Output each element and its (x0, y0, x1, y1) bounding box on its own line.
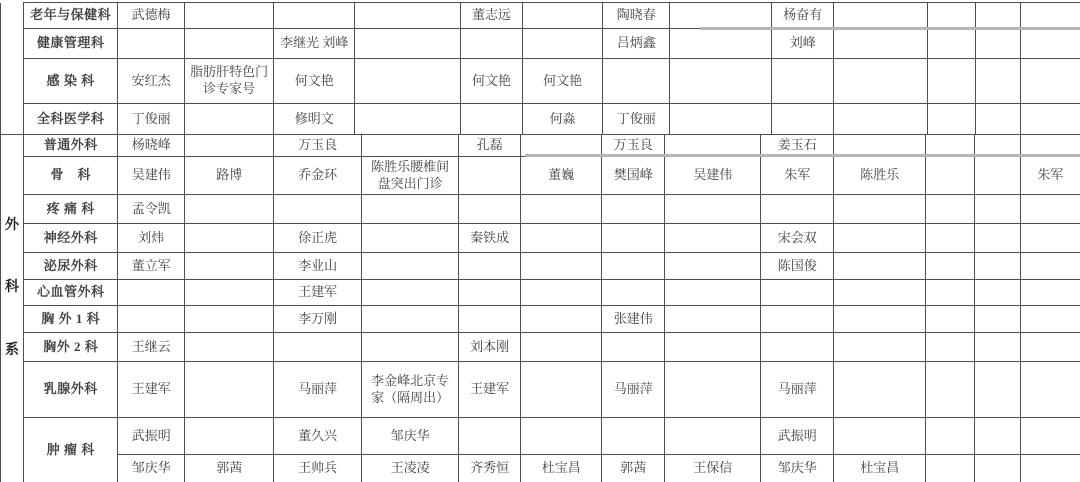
department-name-cell: 肿 瘤 科 (23, 418, 117, 482)
empty-schedule-cell (361, 333, 458, 362)
empty-schedule-cell (461, 104, 523, 135)
doctor-name-cell: 陶晓春 (603, 3, 670, 29)
empty-schedule-cell (522, 29, 603, 59)
section-label-char: 系 (4, 342, 19, 358)
empty-schedule-cell (184, 104, 273, 135)
doctor-name-cell: 王建军 (459, 362, 521, 418)
empty-schedule-cell (975, 253, 1021, 280)
empty-schedule-cell (602, 333, 665, 362)
empty-schedule-cell (459, 195, 521, 224)
empty-schedule-cell (928, 3, 976, 29)
empty-schedule-cell (834, 195, 926, 224)
table-row (1, 157, 1080, 195)
empty-schedule-cell (459, 306, 521, 333)
doctor-name-cell: 陈国俊 (761, 253, 834, 280)
empty-schedule-cell (1020, 29, 1080, 59)
empty-schedule-cell (928, 104, 976, 135)
empty-schedule-cell (665, 333, 761, 362)
empty-schedule-cell (975, 455, 1021, 482)
department-name-cell: 普通外科 (23, 135, 117, 157)
empty-schedule-cell (976, 3, 1021, 29)
doctor-name-cell: 万玉良 (602, 135, 665, 157)
table-row (1, 418, 1080, 455)
empty-schedule-cell (520, 418, 601, 455)
empty-schedule-cell (1020, 253, 1080, 280)
empty-schedule-cell (834, 418, 926, 455)
section-label-char: 外 (4, 218, 19, 234)
empty-schedule-cell (834, 362, 926, 418)
empty-schedule-cell (761, 333, 834, 362)
department-name-cell: 健康管理科 (23, 29, 117, 59)
empty-schedule-cell (184, 3, 273, 29)
empty-schedule-cell (975, 224, 1021, 253)
empty-schedule-cell (118, 280, 185, 306)
screenshot-seam-line (525, 154, 1080, 157)
doctor-name-cell: 吴建伟 (665, 157, 761, 195)
doctor-name-cell: 杨晓峰 (118, 135, 185, 157)
empty-schedule-cell (520, 253, 601, 280)
empty-schedule-cell (361, 135, 458, 157)
empty-schedule-cell (670, 29, 772, 59)
empty-schedule-cell (185, 195, 274, 224)
empty-schedule-cell (459, 253, 521, 280)
empty-schedule-cell (361, 253, 458, 280)
section-side-cell-empty (1, 3, 24, 135)
empty-schedule-cell (926, 224, 975, 253)
empty-schedule-cell (761, 306, 834, 333)
table-row (1, 3, 1080, 29)
empty-schedule-cell (185, 418, 274, 455)
empty-schedule-cell (354, 104, 460, 135)
doctor-name-cell: 董久兴 (274, 418, 361, 455)
empty-schedule-cell (928, 29, 976, 59)
empty-schedule-cell (520, 280, 601, 306)
empty-schedule-cell (834, 29, 928, 59)
empty-schedule-cell (665, 195, 761, 224)
empty-schedule-cell (926, 280, 975, 306)
doctor-name-cell: 刘炜 (118, 224, 185, 253)
table-row (1, 104, 1080, 135)
empty-schedule-cell (926, 418, 975, 455)
empty-schedule-cell (520, 306, 601, 333)
empty-schedule-cell (1020, 224, 1080, 253)
doctor-name-cell: 徐正虎 (274, 224, 361, 253)
doctor-name-cell: 何文艳 (274, 59, 355, 104)
empty-schedule-cell (761, 195, 834, 224)
section-label-char: 科 (4, 280, 19, 296)
empty-schedule-cell (834, 3, 928, 29)
doctor-name-cell: 孟令凯 (118, 195, 185, 224)
empty-schedule-cell (602, 253, 665, 280)
empty-schedule-cell (354, 59, 460, 104)
doctor-name-cell: 郭茜 (185, 455, 274, 482)
empty-schedule-cell (665, 306, 761, 333)
empty-schedule-cell (926, 195, 975, 224)
doctor-name-cell: 孔磊 (459, 135, 521, 157)
table-row (1, 253, 1080, 280)
empty-schedule-cell (185, 333, 274, 362)
empty-schedule-cell (834, 104, 928, 135)
empty-schedule-cell (118, 29, 185, 59)
doctor-name-cell: 王凌凌 (361, 455, 458, 482)
department-name-cell: 心血管外科 (23, 280, 117, 306)
empty-schedule-cell (602, 224, 665, 253)
empty-schedule-cell (670, 59, 772, 104)
empty-schedule-cell (926, 157, 975, 195)
empty-schedule-cell (361, 280, 458, 306)
empty-schedule-cell (975, 306, 1021, 333)
empty-schedule-cell (926, 306, 975, 333)
table-row (1, 362, 1080, 418)
doctor-name-cell: 马丽萍 (761, 362, 834, 418)
doctor-name-cell: 张建伟 (602, 306, 665, 333)
department-name-cell: 乳腺外科 (23, 362, 117, 418)
table-row (1, 195, 1080, 224)
empty-schedule-cell (834, 224, 926, 253)
empty-schedule-cell (975, 195, 1021, 224)
empty-schedule-cell (834, 306, 926, 333)
empty-schedule-cell (834, 280, 926, 306)
doctor-name-cell: 万玉良 (274, 135, 361, 157)
empty-schedule-cell (834, 253, 926, 280)
table-row (1, 306, 1080, 333)
doctor-name-cell: 修明文 (274, 104, 355, 135)
empty-schedule-cell (975, 157, 1021, 195)
doctor-name-cell: 脂肪肝特色门诊专家号 (184, 59, 273, 104)
doctor-name-cell: 王建军 (274, 280, 361, 306)
empty-schedule-cell (1020, 306, 1080, 333)
doctor-name-cell: 邹庆华 (761, 455, 834, 482)
department-name-cell: 疼 痛 科 (23, 195, 117, 224)
empty-schedule-cell (772, 59, 834, 104)
department-name-cell: 全科医学科 (23, 104, 117, 135)
empty-schedule-cell (459, 157, 521, 195)
doctor-name-cell: 丁俊丽 (118, 104, 185, 135)
empty-schedule-cell (361, 195, 458, 224)
department-name-cell: 胸外 2 科 (23, 333, 117, 362)
department-name-cell: 胸 外 1 科 (23, 306, 117, 333)
empty-schedule-cell (976, 59, 1021, 104)
empty-schedule-cell (670, 3, 772, 29)
vertical-section-label (4, 48, 20, 88)
table-row (1, 280, 1080, 306)
empty-schedule-cell (185, 306, 274, 333)
doctor-name-cell: 杜宝昌 (520, 455, 601, 482)
doctor-name-cell: 李业山 (274, 253, 361, 280)
doctor-name-cell: 董巍 (520, 157, 601, 195)
doctor-name-cell: 杜宝昌 (834, 455, 926, 482)
department-name-cell: 老年与保健科 (23, 3, 117, 29)
empty-schedule-cell (834, 59, 928, 104)
doctor-name-cell: 朱军 (1020, 157, 1080, 195)
empty-schedule-cell (361, 224, 458, 253)
doctor-name-cell: 刘峰 (772, 29, 834, 59)
doctor-name-cell: 武振明 (761, 418, 834, 455)
doctor-name-cell: 马丽萍 (602, 362, 665, 418)
doctor-name-cell: 王保信 (665, 455, 761, 482)
empty-schedule-cell (520, 195, 601, 224)
empty-schedule-cell (665, 280, 761, 306)
empty-schedule-cell (834, 333, 926, 362)
department-name-cell: 泌尿外科 (23, 253, 117, 280)
table-row (1, 224, 1080, 253)
department-name-cell: 神经外科 (23, 224, 117, 253)
doctor-name-cell: 齐秀恒 (459, 455, 521, 482)
doctor-name-cell: 杨奋有 (772, 3, 834, 29)
doctor-name-cell: 邹庆华 (361, 418, 458, 455)
empty-schedule-cell (926, 253, 975, 280)
empty-schedule-cell (185, 135, 274, 157)
doctor-name-cell: 樊国峰 (602, 157, 665, 195)
empty-schedule-cell (1020, 455, 1080, 482)
empty-schedule-cell (1020, 104, 1080, 135)
empty-schedule-cell (459, 418, 521, 455)
doctor-name-cell: 陈胜乐 (834, 157, 926, 195)
empty-schedule-cell (185, 362, 274, 418)
table-row (1, 333, 1080, 362)
department-name-cell: 感 染 科 (23, 59, 117, 104)
doctor-name-cell: 王帅兵 (274, 455, 361, 482)
empty-schedule-cell (1020, 59, 1080, 104)
section-side-label-surgery (1, 135, 24, 482)
empty-schedule-cell (1020, 333, 1080, 362)
empty-schedule-cell (976, 29, 1021, 59)
empty-schedule-cell (761, 280, 834, 306)
empty-schedule-cell (520, 224, 601, 253)
empty-schedule-cell (975, 362, 1021, 418)
department-name-cell: 骨 科 (23, 157, 117, 195)
schedule-table-surgery-section (0, 134, 1080, 482)
doctor-name-cell: 刘本刚 (459, 333, 521, 362)
empty-schedule-cell (665, 253, 761, 280)
doctor-name-cell: 丁俊丽 (603, 104, 670, 135)
empty-schedule-cell (1020, 418, 1080, 455)
empty-schedule-cell (354, 29, 460, 59)
doctor-name-cell: 宋会双 (761, 224, 834, 253)
doctor-name-cell: 邹庆华 (118, 455, 185, 482)
empty-schedule-cell (1020, 3, 1080, 29)
empty-schedule-cell (274, 3, 355, 29)
empty-schedule-cell (274, 195, 361, 224)
doctor-name-cell: 武振明 (118, 418, 185, 455)
doctor-name-cell: 王建军 (118, 362, 185, 418)
doctor-name-cell: 陈胜乐腰椎间盘突出门诊 (361, 157, 458, 195)
doctor-name-cell: 马丽萍 (274, 362, 361, 418)
empty-schedule-cell (665, 224, 761, 253)
empty-schedule-cell (520, 362, 601, 418)
empty-schedule-cell (602, 195, 665, 224)
empty-schedule-cell (1020, 280, 1080, 306)
doctor-name-cell: 秦铁成 (459, 224, 521, 253)
empty-schedule-cell (603, 59, 670, 104)
empty-schedule-cell (602, 418, 665, 455)
empty-schedule-cell (184, 29, 273, 59)
empty-schedule-cell (185, 280, 274, 306)
vertical-section-label (4, 217, 20, 400)
empty-schedule-cell (1020, 195, 1080, 224)
doctor-name-cell: 李继光 刘峰 (274, 29, 355, 59)
doctor-name-cell: 王继云 (118, 333, 185, 362)
doctor-name-cell: 董志远 (461, 3, 523, 29)
empty-schedule-cell (461, 29, 523, 59)
empty-schedule-cell (926, 362, 975, 418)
empty-schedule-cell (185, 253, 274, 280)
empty-schedule-cell (274, 333, 361, 362)
empty-schedule-cell (354, 3, 460, 29)
empty-schedule-cell (520, 333, 601, 362)
doctor-name-cell: 吕炳鑫 (603, 29, 670, 59)
empty-schedule-cell (926, 455, 975, 482)
table-row (1, 455, 1080, 482)
doctor-name-cell: 武德梅 (118, 3, 185, 29)
empty-schedule-cell (118, 306, 185, 333)
doctor-name-cell: 李金峰北京专家（隔周出） (361, 362, 458, 418)
doctor-name-cell: 姜玉石 (761, 135, 834, 157)
doctor-name-cell: 何淼 (522, 104, 603, 135)
schedule-table-top-section (0, 2, 1080, 135)
doctor-name-cell: 董立军 (118, 253, 185, 280)
empty-schedule-cell (459, 280, 521, 306)
doctor-name-cell: 李万刚 (274, 306, 361, 333)
empty-schedule-cell (975, 418, 1021, 455)
doctor-name-cell: 吴建伟 (118, 157, 185, 195)
doctor-name-cell: 郭茜 (602, 455, 665, 482)
doctor-name-cell: 路博 (185, 157, 274, 195)
empty-schedule-cell (976, 104, 1021, 135)
empty-schedule-cell (975, 333, 1021, 362)
table-row (1, 29, 1080, 59)
empty-schedule-cell (185, 224, 274, 253)
empty-schedule-cell (928, 59, 976, 104)
empty-schedule-cell (772, 104, 834, 135)
empty-schedule-cell (665, 362, 761, 418)
doctor-name-cell: 何文艳 (522, 59, 603, 104)
doctor-name-cell: 乔金环 (274, 157, 361, 195)
empty-schedule-cell (975, 280, 1021, 306)
empty-schedule-cell (665, 418, 761, 455)
screenshot-seam-line (700, 27, 1080, 30)
table-row (1, 59, 1080, 104)
empty-schedule-cell (361, 306, 458, 333)
doctor-name-cell: 安红杰 (118, 59, 185, 104)
doctor-name-cell: 朱军 (761, 157, 834, 195)
empty-schedule-cell (926, 333, 975, 362)
doctor-name-cell: 何文艳 (461, 59, 523, 104)
empty-schedule-cell (1020, 362, 1080, 418)
empty-schedule-cell (602, 280, 665, 306)
empty-schedule-cell (670, 104, 772, 135)
empty-schedule-cell (522, 3, 603, 29)
